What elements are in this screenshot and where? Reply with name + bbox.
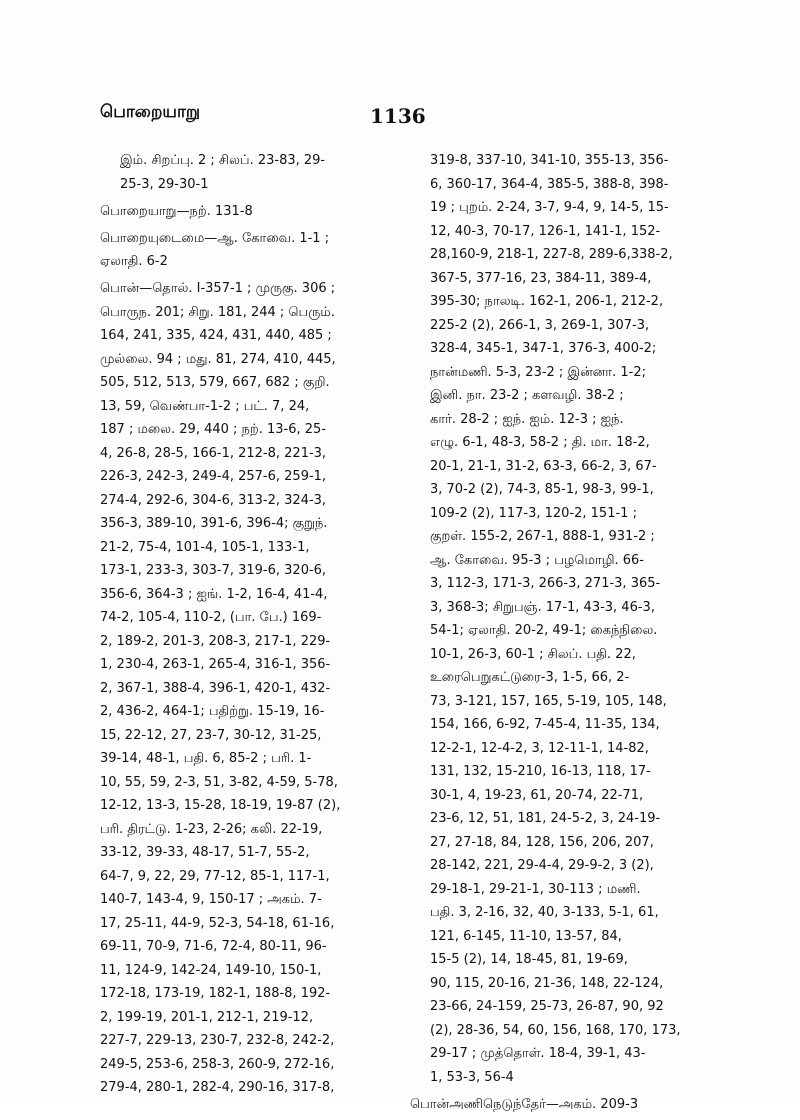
entry-line: 23-6, 12, 51, 181, 24-5-2, 3, 24-19- xyxy=(430,811,661,826)
entry-line: 15, 22-12, 27, 23-7, 30-12, 31-25, xyxy=(100,727,322,743)
entry-line: 21-2, 75-4, 101-4, 105-1, 133-1, xyxy=(100,539,310,555)
entry-line: குறள். 155-2, 267-1, 888-1, 931-2 ; xyxy=(430,529,655,544)
entry-line: 356-3, 389-10, 391-6, 396-4; குறுந். xyxy=(100,516,328,531)
running-head-word: பொறையாறு xyxy=(100,102,201,122)
entry-line: 20-1, 21-1, 31-2, 63-3, 66-2, 3, 67- xyxy=(430,458,657,474)
entry-line: (2), 28-36, 54, 60, 156, 168, 170, 173, xyxy=(430,1022,681,1038)
entry-line: முல்லை. 94 ; மது. 81, 274, 410, 445, xyxy=(100,351,336,367)
page-number: 1136 xyxy=(370,104,426,128)
entry-line: 64-7, 9, 22, 29, 77-12, 85-1, 117-1, xyxy=(100,868,330,884)
entry-line: 12-2-1, 12-4-2, 3, 12-11-1, 14-82, xyxy=(430,740,649,756)
entry-line: 29-17 ; முத்தொள். 18-4, 39-1, 43- xyxy=(430,1046,646,1061)
entry-line: 74-2, 105-4, 110-2, (பா. பே.) 169- xyxy=(100,610,322,625)
entry-line: பரி. திரட்டு. 1-23, 2-26; கலி. 22-19, xyxy=(100,821,323,837)
entry-line: 3, 70-2 (2), 74-3, 85-1, 98-3, 99-1, xyxy=(430,482,654,497)
entry-line: 27, 27-18, 84, 128, 156, 206, 207, xyxy=(430,834,654,850)
entry-line: பதி. 3, 2-16, 32, 40, 3-133, 5-1, 61, xyxy=(430,905,659,920)
entry-line: 279-4, 280-1, 282-4, 290-16, 317-8, xyxy=(100,1080,335,1095)
index-entry-poraiyaru xyxy=(100,200,388,224)
entry-line: 505, 512, 513, 579, 667, 682 ; குறி. xyxy=(100,375,330,390)
entry-line: 367-5, 377-16, 23, 384-11, 389-4, xyxy=(430,270,652,286)
entry-line: பொருந. 201; சிறு. 181, 244 ; பெரும். xyxy=(100,304,335,320)
entry-line: 39-14, 48-1, பதி. 6, 85-2 ; பரி. 1- xyxy=(100,751,312,766)
entry-line: நான்மணி. 5-3, 23-2 ; இன்னா. 1-2; xyxy=(430,364,646,380)
entry-line: 249-5, 253-6, 258-3, 260-9, 272-16, xyxy=(100,1056,335,1072)
entry-line: 173-1, 233-3, 303-7, 319-6, 320-6, xyxy=(100,563,327,578)
entry-line: 395-30; நாலடி. 162-1, 206-1, 212-2, xyxy=(430,294,664,309)
entry-line: 33-12, 39-33, 48-17, 51-7, 55-2, xyxy=(100,845,310,860)
entry-line: 54-1; ஏலாதி. 20-2, 49-1; கைந்நிலை. xyxy=(430,623,658,638)
entry-line: 2, 436-2, 464-1; பதிற்று. 15-19, 16- xyxy=(100,704,325,719)
index-entry-poraiyudaimai xyxy=(100,227,388,274)
entry-line: 1, 230-4, 263-1, 265-4, 316-1, 356- xyxy=(100,657,331,672)
entry-line: 131, 132, 15-210, 16-13, 118, 17- xyxy=(430,764,651,779)
entry-line: 1, 53-3, 56-4 xyxy=(430,1069,514,1085)
entry-line: 164, 241, 335, 424, 431, 440, 485 ; xyxy=(100,328,332,343)
entry-line: 2, 189-2, 201-3, 208-3, 217-1, 229- xyxy=(100,633,331,649)
entry-line: பொறையாறு—நற். 131-8 xyxy=(100,203,253,219)
entry-line: பொன்அணிநெடுந்தேர்—அகம். 209-3 xyxy=(410,1096,639,1112)
entry-line: ஆ. கோவை. 95-3 ; பழமொழி. 66- xyxy=(430,552,644,568)
left-column xyxy=(100,149,388,1103)
entry-line: 227-7, 229-13, 230-7, 232-8, 242-2, xyxy=(100,1033,335,1048)
entry-line: 2, 199-19, 201-1, 212-1, 219-12, xyxy=(100,1009,314,1025)
entry-line: 25-3, 29-30-1 xyxy=(120,176,209,192)
entry-line: ஏலாதி. 6-2 xyxy=(100,254,168,269)
entry-line: 226-3, 242-3, 249-4, 257-6, 259-1, xyxy=(100,469,327,484)
entry-line: 28-142, 221, 29-4-4, 29-9-2, 3 (2), xyxy=(430,858,654,873)
entry-line: 356-6, 364-3 ; ஐங். 1-2, 16-4, 41-4, xyxy=(100,586,328,602)
index-entry-ponaninedunther xyxy=(410,1093,702,1117)
index-entry-pon-continued xyxy=(410,149,702,1089)
entry-line: பொன்—தொல். I-357-1 ; முருகு. 306 ; xyxy=(100,281,336,296)
entry-line: 109-2 (2), 117-3, 120-2, 151-1 ; xyxy=(430,505,637,521)
entry-line: 187 ; மலை. 29, 440 ; நற். 13-6, 25- xyxy=(100,422,326,437)
entry-line: உரைபெறுகட்டுரை-3, 1-5, 66, 2- xyxy=(430,670,630,685)
entry-line: 172-18, 173-19, 182-1, 188-8, 192- xyxy=(100,986,331,1001)
right-column xyxy=(410,149,702,1120)
entry-line: 6, 360-17, 364-4, 385-5, 388-8, 398- xyxy=(430,176,669,192)
entry-line: 69-11, 70-9, 71-6, 72-4, 80-11, 96- xyxy=(100,939,327,954)
entry-line: இம். சிறப்பு. 2 ; சிலப். 23-83, 29- xyxy=(120,153,326,168)
entry-line: 19 ; புறம். 2-24, 3-7, 9-4, 9, 14-5, 15- xyxy=(430,200,669,215)
entry-line: 12-12, 13-3, 15-28, 18-19, 19-87 (2), xyxy=(100,798,341,813)
entry-line: பொறையுடைமை—ஆ. கோவை. 1-1 ; xyxy=(100,230,330,246)
entry-line: 3, 112-3, 171-3, 266-3, 271-3, 365- xyxy=(430,576,661,591)
entry-line: 121, 6-145, 11-10, 13-57, 84, xyxy=(430,928,622,944)
entry-line: 30-1, 4, 19-23, 61, 20-74, 22-71, xyxy=(430,787,644,803)
entry-line: 274-4, 292-6, 304-6, 313-2, 324-3, xyxy=(100,492,327,508)
entry-line: 15-5 (2), 14, 18-45, 81, 19-69, xyxy=(430,952,628,967)
entry-line: 319-8, 337-10, 341-10, 355-13, 356- xyxy=(430,153,669,168)
entry-line: 10, 55, 59, 2-3, 51, 3-82, 4-59, 5-78, xyxy=(100,774,338,790)
entry-line: 225-2 (2), 266-1, 3, 269-1, 307-3, xyxy=(430,317,650,333)
entry-line: எழு. 6-1, 48-3, 58-2 ; தி. மா. 18-2, xyxy=(430,435,650,450)
entry-line: 11, 124-9, 142-24, 149-10, 150-1, xyxy=(100,962,322,978)
entry-line: 13, 59, வெண்பா-1-2 ; பட். 7, 24, xyxy=(100,398,310,414)
entry-line: 4, 26-8, 28-5, 166-1, 212-8, 221-3, xyxy=(100,445,327,461)
entry-line: 154, 166, 6-92, 7-45-4, 11-35, 134, xyxy=(430,717,660,732)
entry-line: 2, 367-1, 388-4, 396-1, 420-1, 432- xyxy=(100,680,331,696)
entry-line: 17, 25-11, 44-9, 52-3, 54-18, 61-16, xyxy=(100,915,335,931)
entry-line: 29-18-1, 29-21-1, 30-113 ; மணி. xyxy=(430,881,641,897)
index-entry-pon xyxy=(100,277,388,1100)
entry-line: 23-66, 24-159, 25-73, 26-87, 90, 92 xyxy=(430,999,664,1014)
entry-line: 10-1, 26-3, 60-1 ; சிலப். பதி. 22, xyxy=(430,646,636,662)
entry-line: இனி. நா. 23-2 ; களவழி. 38-2 ; xyxy=(430,388,624,403)
entry-line: 328-4, 345-1, 347-1, 376-3, 400-2; xyxy=(430,341,657,356)
entry-line: 28,160-9, 218-1, 227-8, 289-6,338-2, xyxy=(430,247,673,262)
entry-line: 12, 40-3, 70-17, 126-1, 141-1, 152- xyxy=(430,223,661,239)
entry-line: கார். 28-2 ; ஐந். ஐம். 12-3 ; ஐந். xyxy=(430,411,624,427)
entry-line: 3, 368-3; சிறுபஞ். 17-1, 43-3, 46-3, xyxy=(430,599,655,615)
entry-line: 140-7, 143-4, 9, 150-17 ; அகம். 7- xyxy=(100,892,322,907)
entry-line: 90, 115, 20-16, 21-36, 148, 22-124, xyxy=(430,975,664,991)
entry-line: 73, 3-121, 157, 165, 5-19, 105, 148, xyxy=(430,693,667,709)
index-entry-continued xyxy=(100,149,388,196)
